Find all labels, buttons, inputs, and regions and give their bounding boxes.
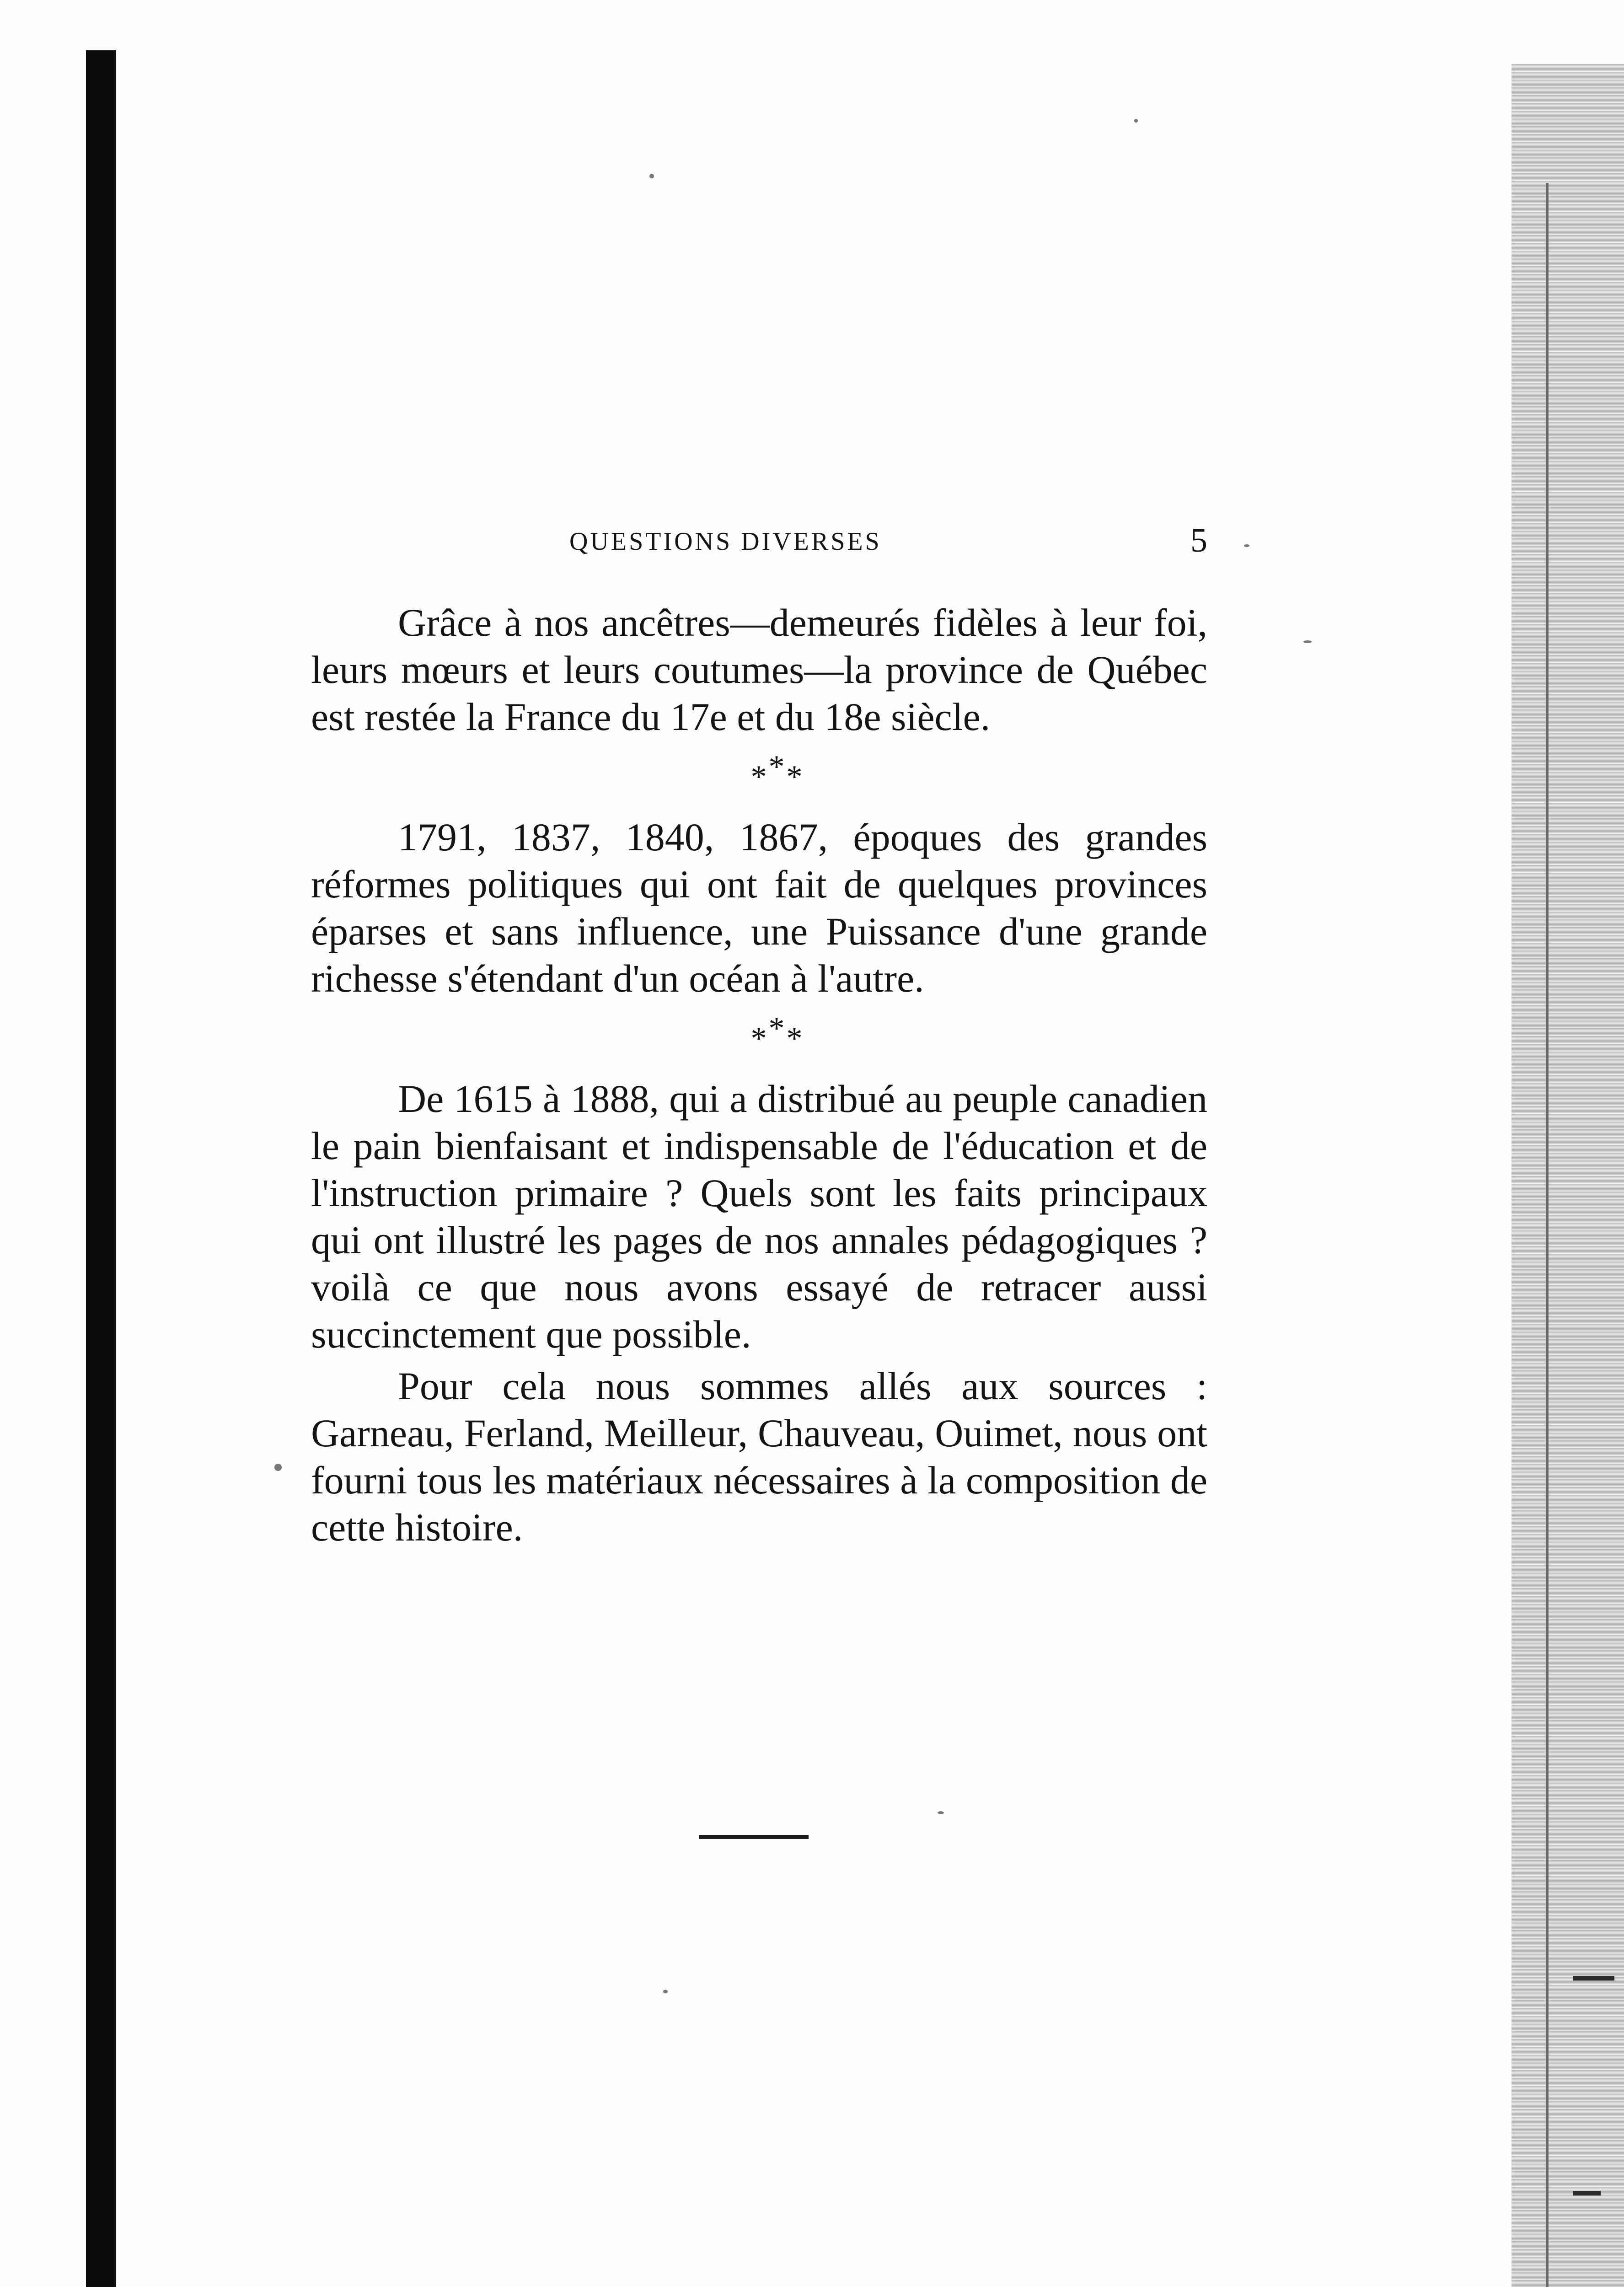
edge-mark — [1573, 2191, 1601, 2196]
speck — [1244, 544, 1249, 547]
asterism-right: * — [786, 759, 804, 795]
binding-shadow — [86, 50, 116, 2287]
paragraph-4: Pour cela nous sommes allés aux sources : Garneau, Ferland, Meilleur, Chauveau, Ouimet, nous ont fourni tous les matériaux nécessaires à la composition de cette histoire. — [311, 1364, 1207, 1549]
speck — [1303, 640, 1312, 643]
end-rule — [699, 1835, 809, 1839]
speck — [663, 1990, 668, 1993]
asterism-separator — [311, 1002, 1207, 1075]
paragraph-3: De 1615 à 1888, qui a distribué au peuple canadien le pain bienfaisant et indispensable de l'éducation et de l'instruction primaire ? Quels sont les faits principaux qui ont illustré les pages de nos annales pédagogiques ? voilà ce que nous avons essayé de retracer aussi succinctement que possible. — [311, 1077, 1207, 1356]
page-number: 5 — [1190, 522, 1207, 559]
paragraph-1: Grâce à nos ancêtres—demeurés fidèles à leur foi, leurs mœurs et leurs coutumes—la province de Québec est restée la France du 17e et du 18e siècle. — [311, 601, 1207, 739]
asterism-separator — [311, 741, 1207, 814]
page-edge-line — [1546, 183, 1549, 2287]
page-edge-shadow — [1511, 64, 1624, 2287]
speck — [649, 174, 654, 178]
speck — [1134, 119, 1138, 123]
page-header — [311, 521, 1207, 563]
speck — [274, 1464, 282, 1471]
speck — [938, 1811, 944, 1814]
edge-mark — [1573, 1976, 1614, 1981]
text-block — [311, 599, 1207, 1551]
running-head: QUESTIONS DIVERSES — [569, 527, 882, 556]
asterism-mid: * — [768, 749, 787, 784]
asterism-right: * — [786, 1021, 804, 1056]
asterism-left: * — [750, 1021, 769, 1056]
asterism-mid: * — [768, 1011, 787, 1046]
asterism-left: * — [750, 759, 769, 795]
paragraph-2: 1791, 1837, 1840, 1867, époques des grandes réformes politiques qui ont fait de quelques provinces éparses et sans influence, une Puissance d'une grande richesse s'étendant d'un océan à l'autre. — [311, 815, 1207, 1000]
